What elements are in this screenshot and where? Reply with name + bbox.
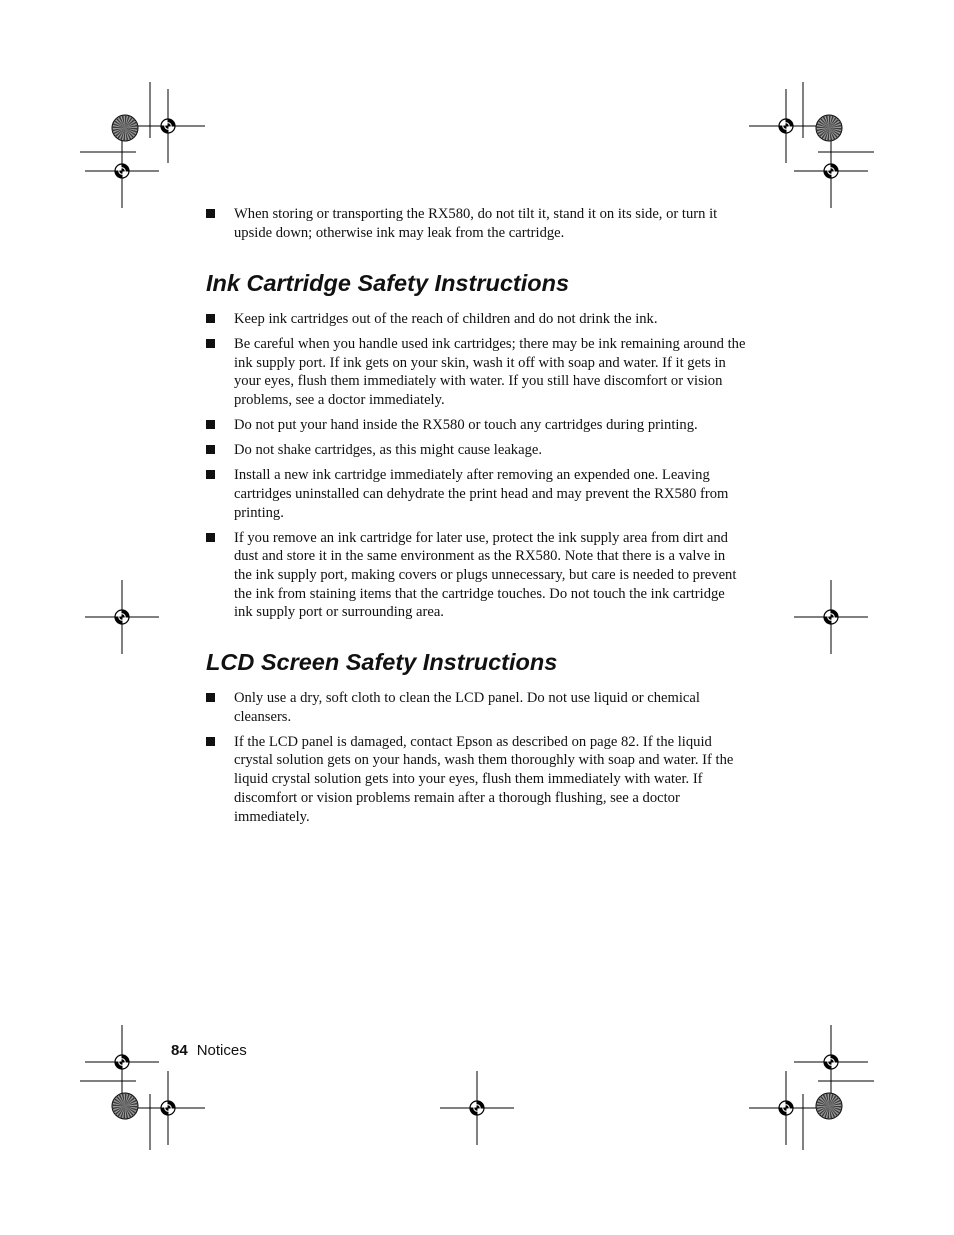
list-item — [206, 335, 746, 410]
list-item — [206, 441, 746, 460]
list-item-text: If the LCD panel is damaged, contact Epson as described on page 82. If the liquid crystal solution gets on your hands, wash them thoroughly with soap and water. If the liquid crystal solution gets into your eyes, flush them immediately with water. If discomfort or vision problems remain after a thorough flushing, see a doctor immediately. — [234, 733, 734, 825]
square-bullet-icon — [206, 445, 215, 454]
list-item-text: Keep ink cartridges out of the reach of children and do not drink the ink. — [234, 311, 658, 327]
square-bullet-icon — [206, 420, 215, 429]
page-footer — [171, 1042, 247, 1059]
square-bullet-icon — [206, 737, 215, 746]
square-bullet-icon — [206, 209, 215, 218]
section-name: Notices — [196, 1042, 247, 1059]
list-item — [206, 529, 746, 623]
list-item-text: Install a new ink cartridge immediately after removing an expended one. Leaving cartridges uninstalled can dehydrate the print head and may prevent the RX580 from printing. — [234, 467, 729, 521]
list-item — [206, 689, 746, 726]
ink-safety-list — [206, 310, 746, 628]
list-item — [206, 416, 746, 435]
list-item-text: When storing or transporting the RX580, do not tilt it, stand it on its side, or turn it upside down; otherwise ink may leak from the cartridge. — [234, 206, 718, 241]
square-bullet-icon — [206, 470, 215, 479]
list-item — [206, 205, 746, 242]
list-item-text: Only use a dry, soft cloth to clean the LCD panel. Do not use liquid or chemical cleansers. — [234, 690, 700, 725]
ink-section-heading: Ink Cartridge Safety Instructions — [206, 270, 570, 296]
square-bullet-icon — [206, 314, 215, 323]
square-bullet-icon — [206, 533, 215, 542]
list-item-text: If you remove an ink cartridge for later use, protect the ink supply area from dirt and dust and store it in the same environment as the RX580. Note that there is a valve in the ink supply port, making covers or plugs unnecessary, but care is needed to prevent the ink from staining items that the cartridge touches. Do not touch the ink cartridge ink supply port or surrounding area. — [234, 529, 737, 621]
list-item-text: Do not shake cartridges, as this might cause leakage. — [234, 442, 542, 459]
list-item-text: Be careful when you handle used ink cartridges; there may be ink remaining around the ink supply port. If ink gets on your skin, wash it off with soap and water. If it gets in your eyes, flush them immediately with water. If you still have discomfort or vision problems, see a doctor immediately. — [234, 336, 746, 409]
lcd-safety-list — [206, 689, 746, 833]
list-item — [206, 466, 746, 522]
page-number: 84 — [171, 1042, 188, 1059]
lcd-section-heading: LCD Screen Safety Instructions — [206, 649, 558, 675]
list-item-text: Do not put your hand inside the RX580 or touch any cartridges during printing. — [234, 417, 698, 434]
list-item — [206, 733, 746, 827]
intro-list — [206, 205, 746, 249]
square-bullet-icon — [206, 339, 215, 348]
square-bullet-icon — [206, 693, 215, 702]
list-item — [206, 310, 746, 329]
